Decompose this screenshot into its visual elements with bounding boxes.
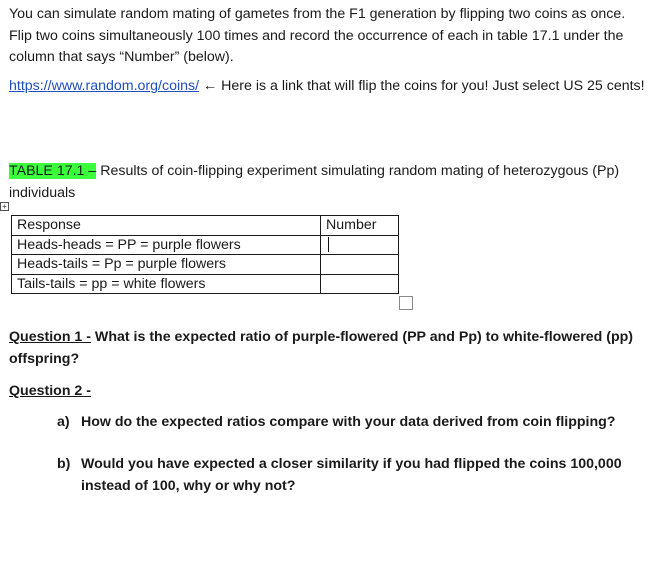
response-cell: Heads-tails = Pp = purple flowers [12,255,321,275]
number-cell[interactable] [321,255,399,275]
question-1 [9,327,649,370]
table-row [12,255,399,275]
question-2b-marker: b) [57,456,71,472]
response-column-header: Response [12,216,321,236]
number-cell[interactable] [321,235,399,255]
question-2a-marker: a) [57,414,70,430]
table-caption [9,161,649,204]
table-move-handle-icon[interactable]: + [0,202,9,211]
question-2 [9,381,649,403]
link-paragraph [9,76,649,98]
link-instruction-text: Here is a link that will flip the coins for you! Just select US 25 cents! [217,78,645,94]
text-cursor [328,237,329,252]
question-2a [57,412,627,434]
question-2b-text: Would you have expected a closer similarity if you had flipped the coins 100,000 instead of 100, why or why not? [81,456,622,494]
results-table [11,215,399,294]
response-cell: Tails-tails = pp = white flowers [12,274,321,294]
question-2b [57,454,627,497]
number-cell[interactable] [321,274,399,294]
question-2a-text: How do the expected ratios compare with your data derived from coin flipping? [81,414,616,430]
table-resize-handle[interactable] [399,296,413,310]
table-row [12,274,399,294]
table-row [12,235,399,255]
question-1-label: Question 1 - [9,329,91,345]
table-caption-label: TABLE 17.1 – [9,163,97,179]
left-arrow-icon: ← [203,78,218,94]
number-column-header: Number [321,216,399,236]
question-2-label: Question 2 - [9,383,91,399]
question-1-text: What is the expected ratio of purple-flowered (PP and Pp) to white-flowered (pp) offspring? [9,329,634,367]
response-cell: Heads-heads = PP = purple flowers [12,235,321,255]
random-org-coins-link[interactable]: https://www.random.org/coins/ [9,78,200,94]
table-caption-text: Results of coin-flipping experiment simulating random mating of heterozygous (Pp) individuals [9,163,620,201]
table-header-row [12,216,399,236]
intro-paragraph: You can simulate random mating of gametes from the F1 generation by flipping two coins as once. Flip two coins simultaneously 100 times and record the occurrence of each in table 17.1 under the column that says “Number” (below). [9,6,626,65]
